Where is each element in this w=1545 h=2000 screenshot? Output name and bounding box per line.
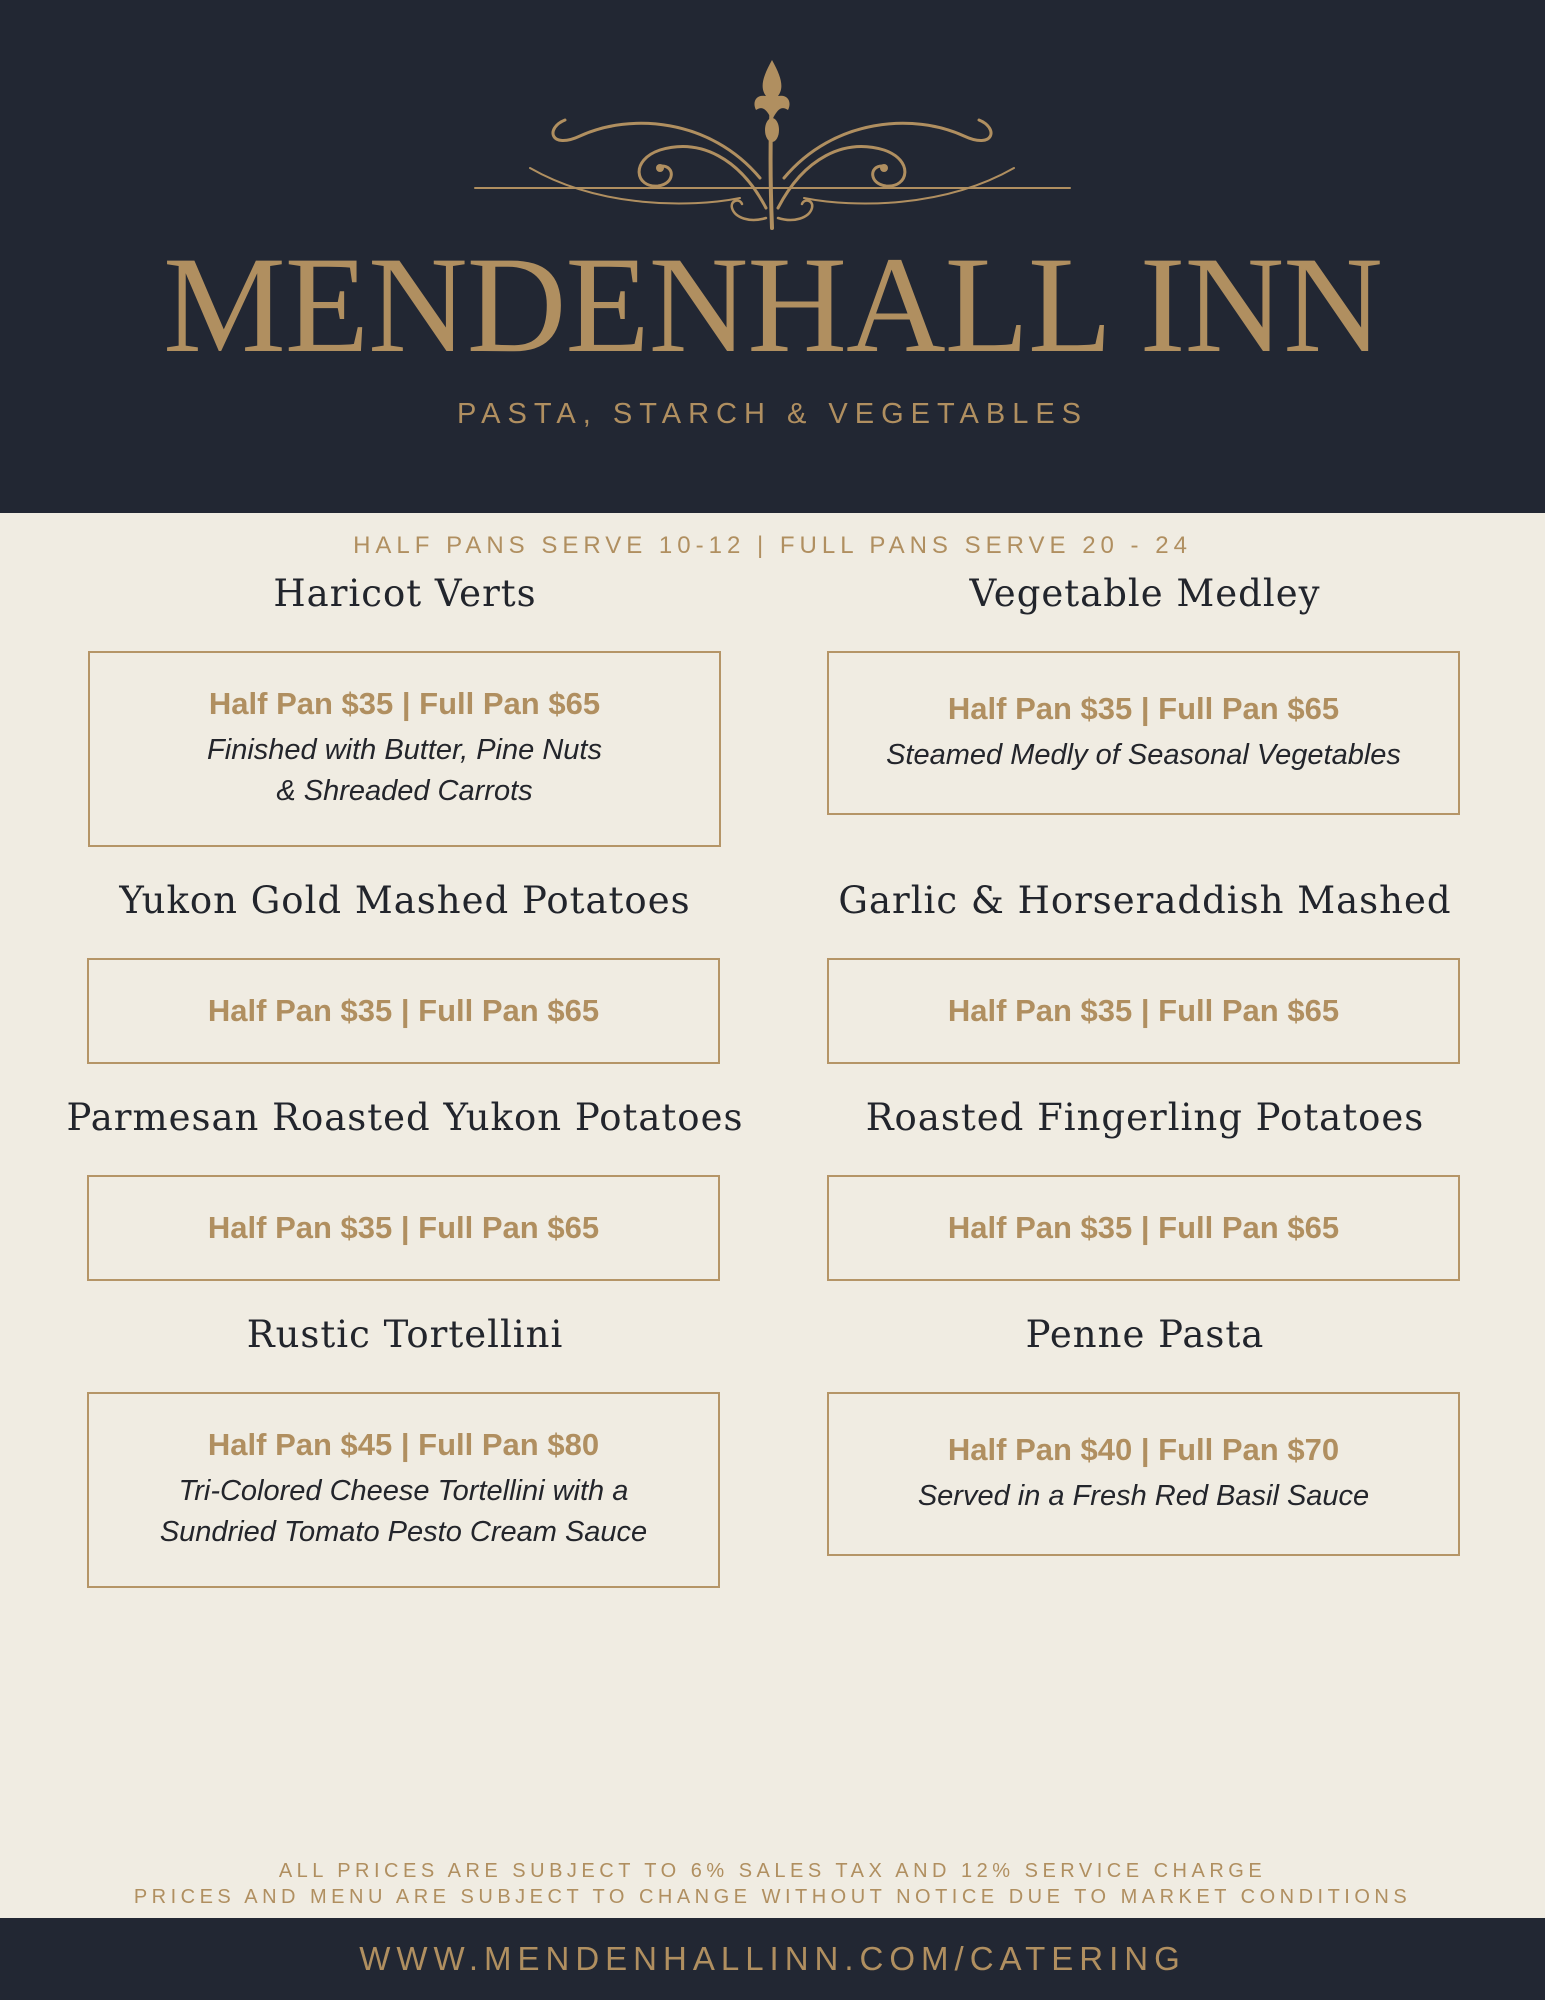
item-price: Half Pan $40 | Full Pan $70 [947,1431,1340,1467]
item-name-garlic-horseraddish: Garlic & Horseraddish Mashed [838,879,1452,922]
item-box-parmesan-roasted [87,1175,720,1281]
item-box-roasted-fingerling [827,1175,1460,1281]
serving-size-note: HALF PANS SERVE 10-12 | FULL PANS SERVE 20 - 24 [353,532,1192,559]
price-change-disclaimer: PRICES AND MENU ARE SUBJECT TO CHANGE WITHOUT NOTICE DUE TO MARKET CONDITIONS [133,1886,1412,1908]
item-description [160,1471,647,1553]
item-box-penne-pasta [827,1392,1460,1556]
item-description-line: Served in a Fresh Red Basil Sauce [917,1479,1370,1512]
item-name-penne-pasta: Penne Pasta [1025,1313,1265,1356]
menu-section-title: PASTA, STARCH & VEGETABLES [456,398,1089,430]
item-description-line: Sundried Tomato Pesto Cream Sauce [159,1516,648,1548]
item-description [918,1476,1369,1517]
item-price: Half Pan $35 | Full Pan $65 [947,690,1340,726]
item-description-line: & Shreaded Carrots [276,775,533,807]
footer-banner [0,1918,1545,2000]
flourish-ornament-icon [470,58,1075,233]
restaurant-title: MENDENHALL INN [163,228,1382,381]
item-name-vegetable-medley: Vegetable Medley [969,572,1321,615]
item-box-haricot-verts [88,651,721,847]
item-description [207,730,602,812]
item-description [886,735,1401,776]
item-description-line: Finished with Butter, Pine Nuts [207,734,602,766]
item-name-parmesan-roasted: Parmesan Roasted Yukon Potatoes [66,1096,744,1139]
item-box-yukon-gold-mashed [87,958,720,1064]
item-name-yukon-gold-mashed: Yukon Gold Mashed Potatoes [119,879,691,922]
item-price: Half Pan $35 | Full Pan $65 [947,993,1340,1028]
item-box-rustic-tortellini [87,1392,720,1588]
item-price: Half Pan $35 | Full Pan $65 [947,1210,1340,1245]
item-box-vegetable-medley [827,651,1460,815]
item-description-line: Tri-Colored Cheese Tortellini with a [178,1475,629,1507]
item-price: Half Pan $35 | Full Pan $65 [208,686,601,721]
item-box-garlic-horseraddish [827,958,1460,1064]
item-price: Half Pan $45 | Full Pan $80 [207,1427,600,1462]
item-name-rustic-tortellini: Rustic Tortellini [246,1313,564,1356]
item-price: Half Pan $35 | Full Pan $65 [207,993,600,1028]
item-name-haricot-verts: Haricot Verts [273,572,537,615]
item-description-line: Steamed Medly of Seasonal Vegetables [886,738,1401,771]
header-banner [0,0,1545,513]
item-name-roasted-fingerling: Roasted Fingerling Potatoes [865,1096,1425,1139]
item-price: Half Pan $35 | Full Pan $65 [207,1210,600,1245]
website-link[interactable]: WWW.MENDENHALLINN.COM/CATERING [359,1940,1186,1977]
tax-disclaimer: ALL PRICES ARE SUBJECT TO 6% SALES TAX AND 12% SERVICE CHARGE [278,1860,1267,1882]
